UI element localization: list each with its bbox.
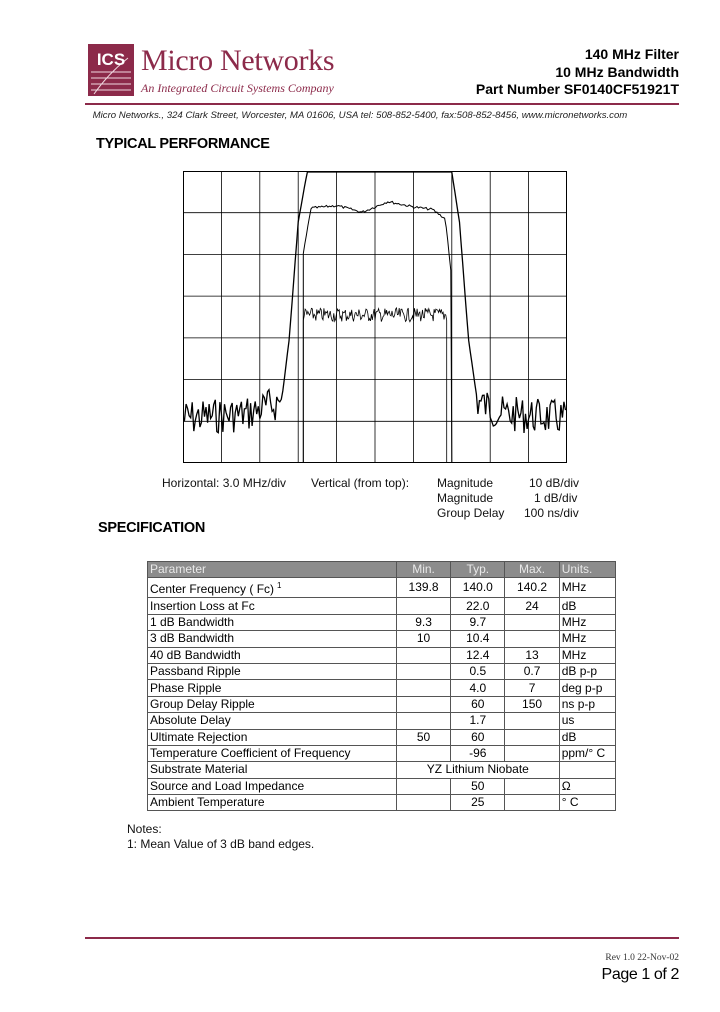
units-cell: ppm/° C bbox=[559, 745, 615, 761]
max-cell: 0.7 bbox=[505, 663, 559, 679]
typ-cell: 60 bbox=[451, 696, 505, 712]
scale-name-3: Group Delay bbox=[437, 506, 505, 520]
min-cell bbox=[396, 778, 450, 794]
footnote-marker: 1 bbox=[277, 581, 282, 591]
table-row bbox=[148, 778, 616, 794]
table-row bbox=[148, 680, 616, 696]
param-cell bbox=[148, 647, 397, 663]
min-cell bbox=[396, 598, 450, 614]
table-row bbox=[148, 795, 616, 811]
min-cell bbox=[396, 696, 450, 712]
typ-cell: 50 bbox=[451, 778, 505, 794]
units-cell: ° C bbox=[559, 795, 615, 811]
table-row bbox=[148, 598, 616, 614]
specification-table bbox=[147, 561, 616, 811]
company-tagline: An Integrated Circuit Systems Company bbox=[141, 81, 334, 95]
page-number: Page 1 of 2 bbox=[601, 966, 679, 983]
scale-name-2: Magnitude bbox=[437, 491, 494, 505]
typ-cell: 0.5 bbox=[451, 663, 505, 679]
units-cell: MHz bbox=[559, 647, 615, 663]
param-text: Absolute Delay bbox=[150, 713, 231, 728]
table-row bbox=[148, 762, 616, 778]
param-cell bbox=[148, 578, 397, 598]
max-cell bbox=[505, 729, 559, 745]
table-row bbox=[148, 713, 616, 729]
table-header-row bbox=[148, 562, 616, 578]
typical-performance-heading: TYPICAL PERFORMANCE bbox=[96, 136, 270, 152]
min-cell bbox=[396, 647, 450, 663]
param-text: Insertion Loss at Fc bbox=[150, 598, 255, 613]
param-cell bbox=[148, 729, 397, 745]
typ-cell: 4.0 bbox=[451, 680, 505, 696]
typ-cell: 60 bbox=[451, 729, 505, 745]
max-cell: 13 bbox=[505, 647, 559, 663]
param-text: 3 dB Bandwidth bbox=[150, 631, 235, 646]
param-cell: Ambient Temperature bbox=[148, 795, 397, 811]
max-cell: 150 bbox=[505, 696, 559, 712]
units-cell: MHz bbox=[559, 614, 615, 630]
max-cell bbox=[505, 778, 559, 794]
scale-value-2: 1 dB/div bbox=[534, 491, 578, 505]
typ-cell: 10.4 bbox=[451, 631, 505, 647]
max-cell: 7 bbox=[505, 680, 559, 696]
table-row bbox=[148, 631, 616, 647]
column-header: Max. bbox=[505, 562, 559, 578]
table-row bbox=[148, 663, 616, 679]
typ-cell: 9.7 bbox=[451, 614, 505, 630]
max-cell bbox=[505, 795, 559, 811]
param-text: Phase Ripple bbox=[150, 680, 222, 695]
note-item: 1: Mean Value of 3 dB band edges. bbox=[127, 837, 315, 851]
param-cell bbox=[148, 745, 397, 761]
param-text: 40 dB Bandwidth bbox=[150, 647, 241, 662]
max-cell bbox=[505, 631, 559, 647]
min-cell: 50 bbox=[396, 729, 450, 745]
typ-cell: -96 bbox=[451, 745, 505, 761]
param-cell bbox=[148, 663, 397, 679]
ics-logo-mark bbox=[88, 44, 134, 96]
param-text: 1 dB Bandwidth bbox=[150, 614, 235, 629]
units-cell: dB p-p bbox=[559, 663, 615, 679]
param-cell bbox=[148, 598, 397, 614]
param-text: Center Frequency ( Fc) bbox=[150, 582, 275, 597]
product-bandwidth: 10 MHz Bandwidth bbox=[555, 64, 679, 80]
max-cell bbox=[505, 614, 559, 630]
param-text: Group Delay Ripple bbox=[150, 696, 255, 711]
company-name: Micro Networks bbox=[141, 44, 335, 77]
units-cell: Ω bbox=[559, 778, 615, 794]
table-row bbox=[148, 745, 616, 761]
column-header: Min. bbox=[396, 562, 450, 578]
min-cell bbox=[396, 680, 450, 696]
typ-cell: 12.4 bbox=[451, 647, 505, 663]
units-cell: us bbox=[559, 713, 615, 729]
min-cell bbox=[396, 713, 450, 729]
typ-cell: 140.0 bbox=[451, 578, 505, 598]
units-cell: MHz bbox=[559, 631, 615, 647]
scale-name-1: Magnitude bbox=[437, 476, 494, 490]
footer-divider bbox=[85, 937, 679, 939]
param-cell: Substrate Material bbox=[148, 762, 397, 778]
product-title: 140 MHz Filter bbox=[584, 46, 679, 62]
revision-label: Rev 1.0 22-Nov-02 bbox=[605, 953, 679, 963]
param-cell: Source and Load Impedance bbox=[148, 778, 397, 794]
units-cell: dB bbox=[559, 729, 615, 745]
horizontal-scale: Horizontal: 3.0 MHz/div bbox=[162, 476, 287, 490]
scale-value-1: 10 dB/div bbox=[529, 476, 580, 490]
column-header: Parameter bbox=[148, 562, 397, 578]
table-row bbox=[148, 578, 616, 598]
units-cell bbox=[559, 762, 615, 778]
min-cell: 9.3 bbox=[396, 614, 450, 630]
param-cell bbox=[148, 680, 397, 696]
typ-cell: 22.0 bbox=[451, 598, 505, 614]
units-cell: MHz bbox=[559, 578, 615, 598]
min-cell bbox=[396, 795, 450, 811]
min-cell: 139.8 bbox=[396, 578, 450, 598]
company-address: Micro Networks., 324 Clark Street, Worcester, MA 01606, USA tel: 508-852-5400, fax:508-852-8456, www.micronetworks.com bbox=[92, 110, 628, 121]
table-row bbox=[148, 614, 616, 630]
table-row bbox=[148, 729, 616, 745]
max-cell bbox=[505, 713, 559, 729]
units-cell: dB bbox=[559, 598, 615, 614]
ics-logo bbox=[88, 44, 134, 96]
column-header: Units. bbox=[559, 562, 615, 578]
typ-cell: 25 bbox=[451, 795, 505, 811]
param-text: Passband Ripple bbox=[150, 664, 241, 679]
specification-heading: SPECIFICATION bbox=[98, 520, 206, 536]
logo-text: ICS bbox=[96, 50, 126, 69]
table-row bbox=[148, 647, 616, 663]
param-cell bbox=[148, 614, 397, 630]
param-text: Ultimate Rejection bbox=[150, 729, 248, 744]
notes-heading: Notes: bbox=[127, 822, 162, 836]
units-cell: deg p-p bbox=[559, 680, 615, 696]
param-cell bbox=[148, 631, 397, 647]
max-cell: 140.2 bbox=[505, 578, 559, 598]
min-cell: 10 bbox=[396, 631, 450, 647]
max-cell: 24 bbox=[505, 598, 559, 614]
min-cell bbox=[396, 663, 450, 679]
vertical-scale-label: Vertical (from top): bbox=[311, 476, 410, 490]
substrate-value-cell: YZ Lithium Niobate bbox=[396, 762, 559, 778]
param-cell bbox=[148, 696, 397, 712]
header-divider bbox=[85, 103, 679, 105]
min-cell bbox=[396, 745, 450, 761]
typ-cell: 1.7 bbox=[451, 713, 505, 729]
column-header: Typ. bbox=[451, 562, 505, 578]
table-row bbox=[148, 696, 616, 712]
part-number: Part Number SF0140CF51921T bbox=[475, 81, 679, 97]
param-text: Temperature Coefficient of Frequency bbox=[150, 746, 351, 761]
units-cell: ns p-p bbox=[559, 696, 615, 712]
scale-value-3: 100 ns/div bbox=[524, 506, 579, 520]
param-cell bbox=[148, 713, 397, 729]
performance-chart bbox=[183, 171, 567, 463]
max-cell bbox=[505, 745, 559, 761]
